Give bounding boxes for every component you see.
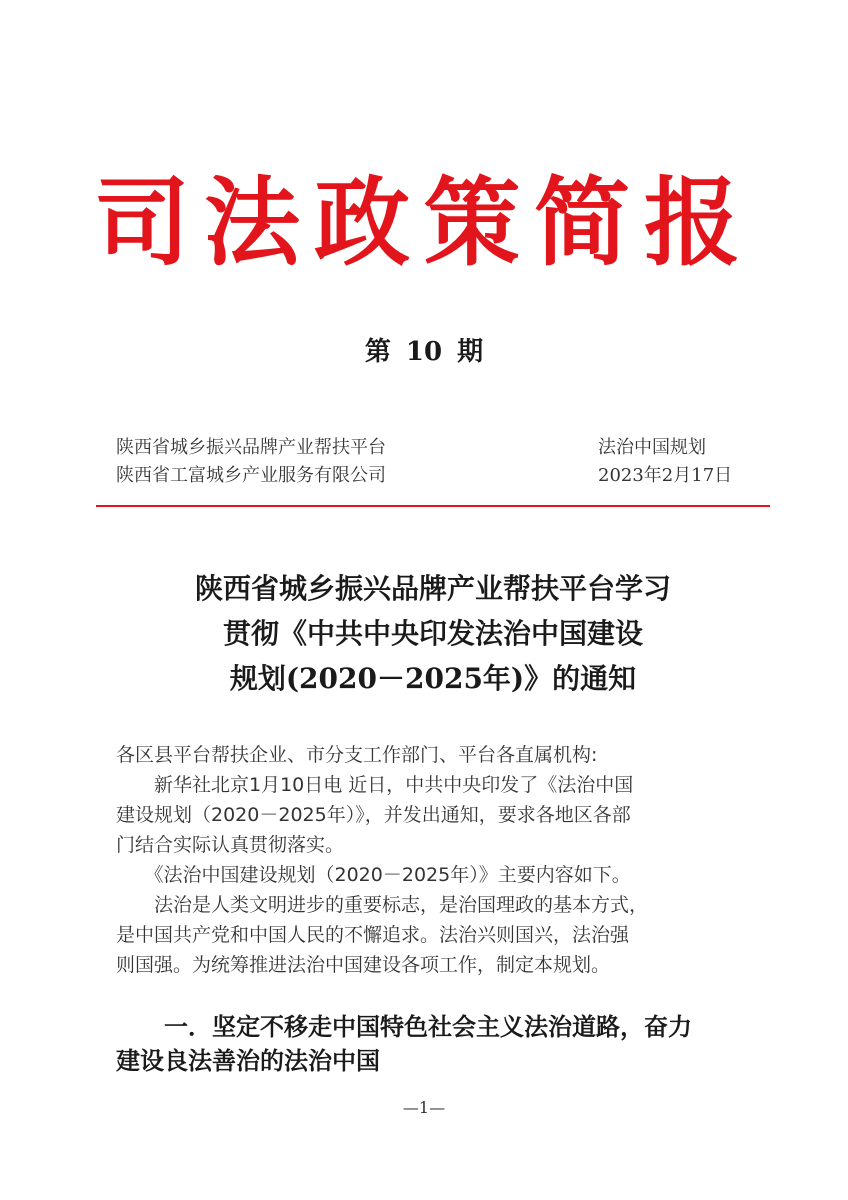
heading-line: 一．坚定不移走中国特色社会主义法治道路，奋力 [116,1013,692,1041]
section-heading [116,1010,756,1078]
heading-line: 建设良法善治的法治中国 [116,1047,380,1075]
body-line: 各区县平台帮扶企业、市分支工作部门、平台各直属机构: [116,744,598,766]
title-line: 陕西省城乡振兴品牌产业帮扶平台学习 [194,572,671,605]
issue-number: 第 10 期 [364,337,484,367]
issuer-line: 陕西省城乡振兴品牌产业帮扶平台 [116,437,386,458]
body-text [116,740,756,980]
body-line: 《法治中国建设规划（2020－2025年）》主要内容如下。 [116,864,631,886]
title-line: 规划(2020－2025年)》的通知 [229,662,637,695]
issuer-line: 陕西省工富城乡产业服务有限公司 [116,465,386,486]
page-number: —1— [402,1098,446,1117]
masthead-title: 司法政策简报 [94,166,754,279]
body-line: 建设规划（2020－2025年）》，并发出通知，要求各地区各部 [116,804,631,826]
title-line: 贯彻《中共中央印发法治中国建设 [222,617,643,650]
body-line: 是中国共产党和中国人民的不懈追求。法治兴则国兴，法治强 [116,924,630,946]
body-line: 门结合实际认真贯彻落实。 [116,834,345,856]
body-line: 则国强。为统筹推进法治中国建设各项工作，制定本规划。 [116,954,611,976]
document-title [96,566,770,701]
category-date-block [598,434,732,490]
body-line: 法治是人类文明进步的重要标志，是治国理政的基本方式， [116,894,649,916]
body-line: 新华社北京1月10日电 近日，中共中央印发了《法治中国 [116,774,634,796]
category-label: 法治中国规划 [598,437,706,458]
red-divider [96,505,770,507]
issue-date: 2023年2月17日 [598,465,733,486]
issuer-block [116,434,386,490]
